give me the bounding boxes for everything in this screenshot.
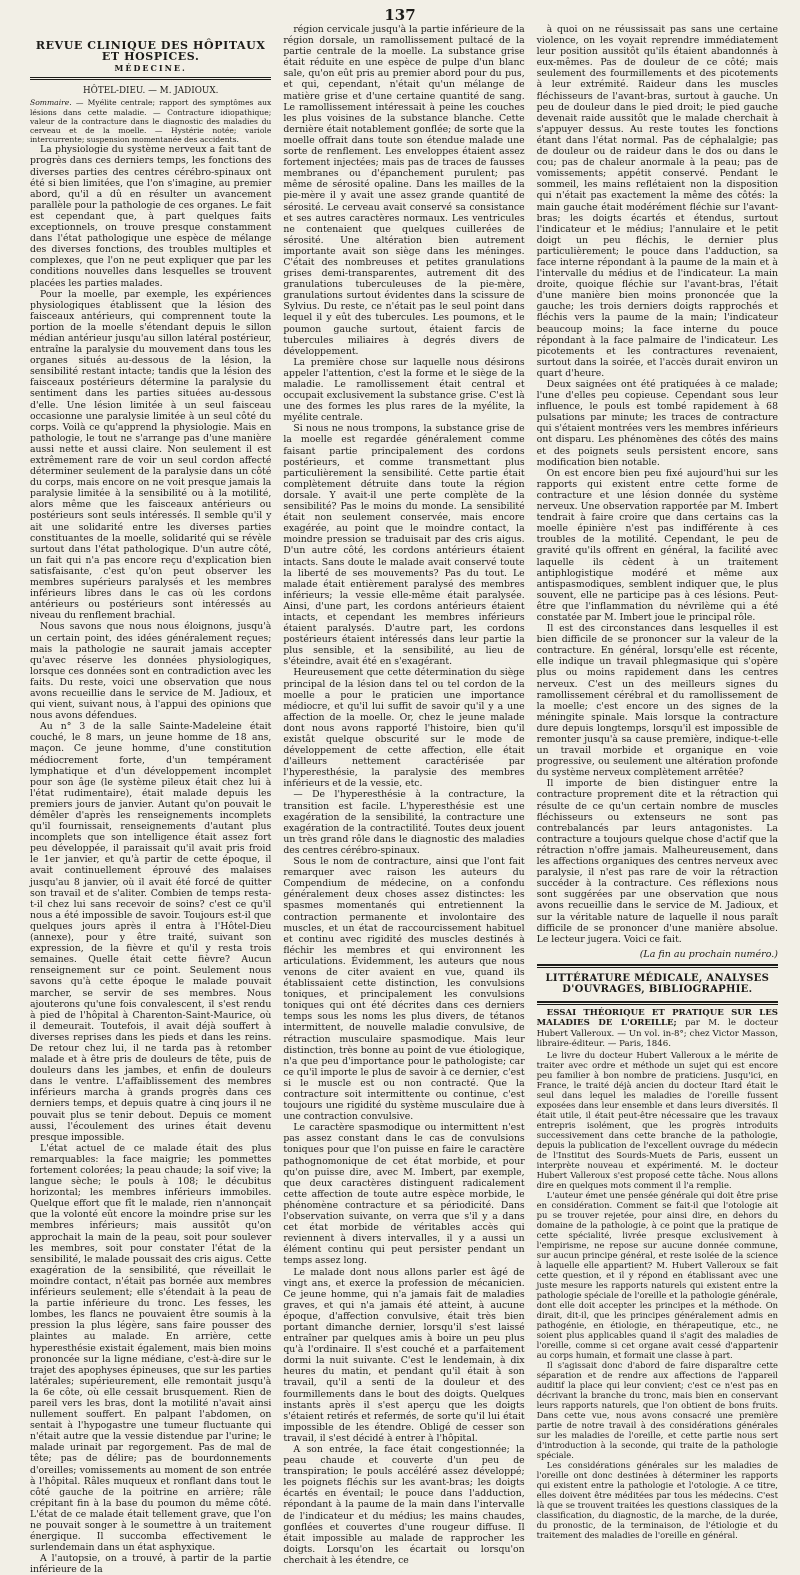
review-details: par M. le docteur Hubert Valleroux. — Un vol. in-8°; chez Victor Masson, libraire-éditeur. — Paris, 1846. [536,1018,778,1050]
paragraph: Deux saignées ont été pratiquées à ce malade; l'une d'elles peu copieuse. Cependant sous leur influence, le pouls est tombé rapidement à 68 pulsations par minute; les traces de contracture qui s'étaient montrées vers les membres inférieurs ont disparu. Les phénomènes des côtés des mains et des poignets seuls persistent encore, sans modification bien notable. [536,379,778,468]
paragraph: Les considérations générales sur les maladies de l'oreille ont donc destinées à déterminer les rapports qui existent entre la pathologie et l'otologie. A ce titre, elles doivent être méditées par tous les médecins. C'est là que se trouvent traitées les questions classiques de la classification, du diagnostic, de la marche, de la durée, du pronostic, de la terminaison, de l'étiologie et du traitement des maladies de l'oreille en général. [536,1459,778,1540]
paragraph: Au n° 3 de la salle Sainte-Madeleine était couché, le 8 mars, un jeune homme de 18 ans, maçon. Ce jeune homme, d'une constitution médiocrement forte, d'un tempérament lymphatique et d'un développement incomplet pour son âge (le système pileux était chez lui à l'état rudimentaire), était malade depuis les premiers jours de janvier. Autant qu'on pouvait le démêler d'après les renseignements incomplets qu'il fournissait, renseignements d'autant plus incomplets que son intelligence était assez fort peu développée, il paraissait qu'il avait pris froid le 1er janvier, et qu'à partir de cette époque, il avait continuellement éprouvé des malaises jusqu'au 8 janvier, où il avait été forcé de quitter son travail et de s'aliter. Combien de temps resta-t-il chez lui sans recevoir de soins? c'est ce qu'il nous a été impossible de savoir. Toujours est-il que quelques jours après il entra à l'Hôtel-Dieu (annexe), pour y être traité, suivant son expression, de la fièvre et qu'il y resta trois semaines. Quelle était cette fièvre? Aucun renseignement sur ce point. Seulement nous savons qu'à cette époque le malade pouvait marcher, se servir de ses membres. Nous ajouterons qu'une fois convalescent, il s'est rendu à pied de l'hôpital à Charenton-Saint-Maurice, où il demeurait. Toutefois, il avait déjà souffert à diverses reprises dans les pieds et dans les reins. De retour chez lui, il ne tarda pas à retomber malade et à être pris de douleurs de tête, puis de douleurs dans les jambes, et enfin de douleurs dans le ventre. L'affaiblissement des membres inférieurs marcha à grands progrès dans ces derniers temps, et depuis quatre à cinq jours il ne pouvait plus se tenir debout. Depuis ce moment aussi, l'écoulement des urines était devenu presque impossible. [30,721,272,1143]
summary [30,98,271,144]
col1-body [30,144,271,1575]
paragraph: Nous savons que nous nous éloignons, jusqu'à un certain point, des idées généralement reçues; mais la pathologie ne saurait jamais accepter qu'avec réserve les données physiologiques, lorsque ces données sont en contradiction avec les faits. Du reste, voici une observation que nous avons recueillie dans le service de M. Jadioux, et qui vient, suivant nous, à l'appui des opinions que nous avons défendues. [30,621,272,722]
paragraph: Il importe de bien distinguer entre la contracture proprement dite et la rétraction qui résulte de ce qu'un certain nombre de muscles fléchisseurs ou extenseurs ne sont pas contrebalancés par leurs antagonistes. La contracture a toujours quelque chose d'actif que la rétraction n'offre jamais. Malheureusement, dans les affections organiques des centres nerveux avec paralysie, il n'est pas rare de voir la rétraction succéder à la contracture. Ces réflexions nous sont suggérées par une observation que nous avons recueillie dans le service de M. Jadioux, et sur la véritable nature de laquelle il nous paraît difficile de se prononcer d'une manière absolue. Le lecteur jugera. Voici ce fait. [536,778,778,945]
paragraph: Heureusement que cette détermination du siège principal de la lésion dans tel ou tel cordon de la moelle a pour le praticien une importance médiocre, et qu'il lui suffit de savoir qu'il y a une affection de la moelle. Or, chez le jeune malade dont nous avons rapporté l'histoire, bien qu'il existât quelque obscurité sur le mode de développement de cette affection, elle était d'ailleurs nettement caractérisée par l'hyperesthésie, la paralysie des membres inférieurs et de la vessie, etc. [283,667,525,790]
paragraph: Si nous ne nous trompons, la substance grise de la moelle est regardée généralement comme faisant partie principalement des cordons postérieurs, et comme transmettant plus particulièrement la sensibilité. Cette partie était complètement détruite dans toute la région dorsale. Y avait-il une perte complète de la sensibilité? Pas le moins du monde. La sensibilité était non seulement conservée, mais encore exagérée, au point que le moindre contact, la moindre pression se traduisait par des cris aigus. D'un autre côté, les cordons antérieurs étaient intacts. Sans doute le malade avait conservé toute la liberté de ses mouvements? Pas du tout. Le malade était entièrement paralysé des membres inférieurs; la vessie elle-même était paralysée. Ainsi, d'une part, les cordons antérieurs étaient intacts, et cependant les membres inférieurs étaient paralysés. D'autre part, les cordons postérieurs étaient intéressés dans leur partie la plus sensible, et la sensibilité, au lieu de s'éteindre, avait été en s'exagérant. [283,423,525,668]
paragraph: Il s'agissait donc d'abord de faire disparaître cette séparation et de rendre aux affections de l'appareil auditif la place qui leur convient; c'est ce n'est pas en décrivant la branche du tronc, mais bien en conservant leurs rapports naturels, que l'on obtient de bons fruits. Dans cette vue, nous avons consacré une première partie de notre travail à des considérations générales sur les maladies de l'oreille, et cette partie nous sert d'introduction à la seconde, qui traite de la pathologie spéciale. [536,1359,778,1460]
paragraph: — De l'hyperesthésie à la contracture, la transition est facile. L'hyperesthésie est une exagération de la sensibilité, la contracture une exagération de la contractilité. Toutes deux jouent un très grand rôle dans le diagnostic des maladies des centres cérébro-spinaux. [283,789,525,856]
review-title: ESSAI THÉORIQUE ET PRATIQUE SUR LES MALADIES DE L'OREILLE; [536,1008,778,1029]
paragraph: A l'autopsie, on a trouvé, à partir de la partie inférieure de la [30,1553,272,1575]
paragraph: L'auteur émet une pensée générale qui doit être prise en considération. Comment se fait-il que l'otologie ait pu se trouver rejetée, pour ainsi dire, en dehors du domaine de la pathologie, à ce point que la pratique de cette spécialité, livrée presque exclusivement à l'empirisme, ne repose sur aucune donnée commune, sur aucun principe général, et reste isolée de la science à laquelle elle appartient? M. Hubert Valleroux se fait cette question, et il y répond en établissant avec une juste mesure les rapports naturels qui existent entre la pathologie spéciale de l'oreille et la pathologie générale, dont elle doit accepter les principes et la méthode. On dirait, dit-il, que les principes généralement admis en pathogénie, en étiologie, en thérapeutique, etc., ne soient plus applicables quand il s'agit des maladies de l'oreille, comme si cet organe avait cessé d'appartenir au corps humain, et formait une classe à part. [536,1189,778,1360]
col3-body [537,24,778,945]
paragraph: A son entrée, la face était congestionnée; la peau chaude et couverte d'un peu de transpiration; le pouls accéléré assez développé; les poignets fléchis sur les avant-bras; les doigts écartés en éventail; le pouce dans l'adduction, répondant à la paume de la main dans l'intervalle de l'indicateur et du médius; les mains chaudes, gonflées et couvertes d'une rougeur diffuse. Il était impossible au malade de rapprocher les doigts. Lorsqu'on les écartait ou lorsqu'on cherchait à les étendre, ce [283,1444,525,1566]
col2-body [283,24,524,1566]
column-3 [537,24,778,1575]
section2-rule [537,964,778,968]
summary-label: Sommaire. [30,98,72,108]
article-columns [30,24,778,1575]
paragraph: Le livre du docteur Hubert Valleroux a le mérite de traiter avec ordre et méthode un sujet qui est encore peu familier à bon nombre de praticiens. Jusqu'ici, en France, le traité déjà ancien du docteur Itard était le seul dans lequel les maladies de l'oreille fussent exposées dans leur ensemble et dans leurs diversités. Il était utile, il était peut-être nécessaire que les travaux entrepris isolément, que les progrès introduits successivement dans cette branche de la pathologie, depuis la publication de l'excellent ouvrage du médecin de l'Institut des Sourds-Muets de Paris, eussent un interprète nouveau et expérimenté. M. le docteur Hubert Valleroux s'est proposé cette tâche. Nous allons dire en quelques mots comment il l'a remplie. [536,1049,778,1190]
paragraph: L'état actuel de ce malade était des plus remarquables: la face maigrie; les pommettes fortement colorées; la peau chaude; la soif vive; la langue sèche; le pouls à 108; le décubitus horizontal; les membres inférieurs immobiles. Quelque effort que fît le malade, rien n'annonçait que la volonté eût encore la moindre prise sur les membres inférieurs; mais aussitôt qu'on approchait la main de la peau, soit pour soulever les membres, soit pour constater l'état de la sensibilité, le malade poussait des cris aigus. Cette exagération de la sensibilité, que réveillait le moindre contact, n'était pas bornée aux membres inférieurs seulement; elle s'étendait à la peau de la partie inférieure du tronc. Les fesses, les lombes, les flancs ne pouvaient être soumis à la pression la plus légère, sans faire pousser des plaintes au malade. En arrière, cette hyperesthésie existait également, mais bien moins prononcée sur la ligne médiane, c'est-à-dire sur le trajet des apophyses épineuses, que sur les parties latérales; supérieurement, elle remontait jusqu'à la 6e côte, où elle cessait brusquement. Rien de pareil vers les bras, dont la motilité n'avait ainsi nullement souffert. En palpant l'abdomen, on sentait à l'hypogastre une tumeur fluctuante qui n'était autre que la vessie distendue par l'urine; le malade urinait par regorgement. Pas de mal de tête; pas de délire; pas de bourdonnements d'oreilles; vomissements au moment de son entrée à l'hôpital. Râles muqueux et ronflant dans tout le côté gauche de la poitrine en arrière; râle crépitant fin à la base du poumon du même côté. L'état de ce malade était tellement grave, que l'on ne pouvait songer à le soumettre à un traitement énergique. Il succomba effectivement le surlendemain dans un état asphyxique. [30,1142,272,1554]
section2-title: LITTÉRATURE MÉDICALE, ANALYSES D'OUVRAGES, BIBLIOGRAPHIE. [545,972,770,995]
summary-text: — Myélite centrale; rapport des symptômes aux lésions dans cette maladie. — Contracture idiopathique; valeur de la contracture dans le diagnostic des maladies du cerveau et de la moelle. — Hystérie notée; variole intercurrente; suspension momentanée des accidents. [30,98,272,145]
hospital-heading: HÔTEL-DIEU. — M. JADIOUX. [82,86,219,97]
paragraph: La physiologie du système nerveux a fait tant de progrès dans ces derniers temps, les fonctions des diverses parties des centres cérébro-spinaux ont été si bien limitées, que l'on s'imagine, au premier abord, qu'il a dû en résulter un avancement parallèle pour la pathologie de ces organes. Le fait est cependant que, à part quelques faits exceptionnels, on trouve presque constamment dans l'état pathologique une espèce de mélange des diverses fonctions, des troubles multiples et complexes, que l'on ne peut expliquer que par les conditions nouvelles dans lesquelles se trouvent placées les parties malades. [30,144,272,289]
paragraph: Il est des circonstances dans lesquelles il est bien difficile de se prononcer sur la valeur de la contracture. En général, lorsqu'elle est récente, elle indique un travail phlegmasique qui s'opère plus ou moins rapidement dans les centres nerveux. C'est un des meilleurs signes du ramollissement cérébral et du ramollissement de la moelle; c'est encore un des signes de la méningite spinale. Mais lorsque la contracture dure depuis longtemps, lorsqu'il est impossible de remonter jusqu'à sa cause première, indique-t-elle un travail morbide et organique en voie progressive, ou seulement une altération profonde du système nerveux complètement arrêtée? [536,623,778,779]
paragraph: Le caractère spasmodique ou intermittent n'est pas assez constant dans le cas de convulsions toniques pour que l'on puisse en faire le caractère pathognomonique de cet état morbide, et pour qu'on puisse dire, avec M. Imbert, par exemple, que deux caractères distinguent radicalement cette affection de toute autre espèce morbide, le phénomène contracture et sa périodicité. Dans l'observation suivante, on verra que s'il y a dans cet état morbide de véritables accès qui reviennent à divers intervalles, il y a aussi un élément continu qui peut persister pendant un temps assez long. [283,1122,525,1267]
column-1 [30,24,271,1575]
column-2 [283,24,524,1575]
page-number: 137 [384,6,416,24]
section-subtitle: MÉDECINE. [114,63,187,74]
review-body [537,1050,778,1540]
paragraph: à quoi on ne réussissait pas sans une certaine violence, on les voyait reprendre immédiatement leur position aussitôt qu'ils étaient abandonnés à eux-mêmes. Pas de douleur de ce côté; mais seulement des fourmillements et des picotements à leur extrémité. Raideur dans les muscles fléchisseurs de l'avant-bras, surtout à gauche. Un peu de douleur dans le pied droit; le pied gauche devenait raide aussitôt que le malade cherchait à s'appuyer dessus. Au reste toutes les fonctions étant dans l'état normal. Pas de céphalalgie; pas de douleur ou de raideur dans le dos ou dans le cou; pas de chaleur anormale à la peau; pas de vomissements; appétit conservé. Pendant le sommeil, les mains reflétaient non la disposition qui n'était pas exactement la même des côtés: la main gauche était modérément fléchie sur l'avant-bras; les doigts écartés et étendus, surtout l'indicateur et le médius; l'annulaire et le petit doigt un peu fléchis, le dernier plus particulièrement; le pouce dans l'adduction, sa face interne répondant à la paume de la main et à l'intervalle du médius et de l'indicateur. La main droite, quoique fléchie sur l'avant-bras, l'était d'une manière bien moins prononcée que la gauche; les trois derniers doigts rapprochés et fléchis vers la paume de la main; l'indicateur beaucoup moins; la face interne du pouce répondant à la face palmaire de l'indicateur. Les picotements et les contractures revenaient, surtout dans la soirée, et l'accès durait environ un quart d'heure. [536,24,778,379]
paragraph: Pour la moelle, par exemple, les expériences physiologiques établissent que la lésion des faisceaux antérieurs, qui comprennent toute la portion de la moelle s'étendant depuis le sillon médian antérieur jusqu'au sillon latéral postérieur, entraîne la paralysie du mouvement dans tous les organes situés au-dessous de la lésion, la sensibilité restant intacte; tandis que la lésion des faisceaux postérieurs détermine la paralysie du sentiment dans les parties situées au-dessous d'elle. Une lésion limitée à un seul faisceau occasionne une paralysie limitée à un seul côté du corps. Voilà ce qu'apprend la physiologie. Mais en pathologie, le tout ne s'arrange pas d'une manière aussi nette et aussi claire. Non seulement il est extrêmement rare de voir un seul cordon affecté déterminer seulement de la paralysie dans un côté du corps, mais encore on ne voit presque jamais la paralysie limitée à la sensibilité ou à la motilité, alors même que les faisceaux antérieurs ou postérieurs sont seuls intéressés. Il semble qu'il y ait une solidarité entre les diverses parties constituantes de la moelle, solidarité qui se révèle surtout dans l'état pathologique. D'un autre côté, un fait qui n'a pas encore reçu d'explication bien satisfaisante, c'est qu'on peut observer les membres supérieurs paralysés et les membres inférieurs libres dans le cas où les cordons antérieurs ou postérieurs sont intéressés au niveau du renflement brachial. [30,288,272,622]
paragraph: La première chose sur laquelle nous désirons appeler l'attention, c'est la forme et le siège de la maladie. Le ramollissement était central et occupait exclusivement la substance grise. C'est là une des formes les plus rares de la myélite, la myélite centrale. [283,356,525,424]
paragraph: On est encore bien peu fixé aujourd'hui sur les rapports qui existent entre cette forme de contracture et une lésion donnée du système nerveux. Une observation rapportée par M. Imbert tendrait à faire croire que dans certains cas la moelle épinière n'est pas indifférente à ces troubles de la motilité. Cependant, le peu de gravité qu'ils offrent en général, la facilité avec laquelle ils cèdent à un traitement antiphlogistique modéré et même aux antispasmodiques, semblent indiquer que, le plus souvent, elle ne participe pas à ces lésions. Peut-être que l'inflammation du névrilème qui a été constatée par M. Imbert joue le principal rôle. [536,467,778,623]
review-heading [537,1008,778,1050]
paragraph: Sous le nom de contracture, ainsi que l'ont fait remarquer avec raison les auteurs du Compendium de médecine, on a confondu généralement deux choses assez distinctes: les spasmes momentanés qui entretiennent la contraction permanente et involontaire des muscles, et un état de raccourcissement habituel et continu avec rigidité des muscles destinés à fléchir les membres et qui environnent les articulations. Évidemment, les auteurs que nous venons de citer avaient en vue, quand ils établissaient cette distinction, les convulsions toniques, et principalement les convulsions toniques qui ont été décrites dans ces derniers temps sous les noms les plus divers, de tétanos intermittent, de nouvelle maladie convulsive, de rétraction musculaire spasmodique. Mais leur distinction, très bonne au point de vue étiologique, n'a que peu d'importance pour le pathologiste; car ce qu'il importe le plus de savoir à ce dernier, c'est si le muscle est ou non contracté. Que la contracture soit intermittente ou continue, c'est toujours une rigidité du système musculaire due à une contraction convulsive. [283,856,525,1123]
section-title: REVUE CLINIQUE DES HÔPITAUX ET HOSPICES. [35,39,266,64]
paragraph: Le malade dont nous allons parler est âgé de vingt ans, et exerce la profession de mécanicien. Ce jeune homme, qui n'a jamais fait de maladies graves, et qui n'a jamais été atteint, à aucune époque, d'affection convulsive, était très bien portant dimanche dernier, lorsqu'il s'est laissé entraîner par quelques amis à boire un peu plus qu'à l'ordinaire. Il s'est couché et a parfaitement dormi la nuit suivante. C'est le lendemain, à dix heures du matin, et pendant qu'il était à son travail, qu'il a senti de la douleur et des fourmillements dans le bout des doigts. Quelques instants après il s'est aperçu que les doigts s'étaient retirés et refermés, de sorte qu'il lui était impossible de les étendre. Obligé de cesser son travail, il s'est décidé à entrer à l'hôpital. [283,1266,525,1444]
title-rule [30,77,271,80]
continuation-note: (La fin au prochain numéro.) [639,948,778,960]
section2-rule-bottom [537,1001,778,1005]
paragraph: région cervicale jusqu'à la partie inférieure de la région dorsale, un ramollissement pultacé de la partie centrale de la moelle. La substance grise était réduite en une espèce de pulpe d'un blanc sale, qu'on eût pris au premier abord pour du pus, et qui, cependant, n'était qu'un mélange de matière grise et d'une certaine quantité de sang. Le ramollissement intéressait à peine les couches les plus voisines de la substance blanche. Cette dernière était notablement gonflée; de sorte que la moelle offrait dans toute son étendue malade une sorte de renflement. Les enveloppes étaient assez fortement injectées; mais pas de traces de fausses membranes ou d'épanchement purulent; pas même de sérosité opaline. Dans les mailles de la pie-mère il y avait une assez grande quantité de sérosité. Le cerveau avait conservé sa consistance et ses autres caractères normaux. Les ventricules ne contenaient que quelques cuillerées de sérosité. Une altération bien autrement importante avait son siège dans les méninges. C'était des nombreuses et petites granulations grises demi-transparentes, autrement dit des granulations tuberculeuses de la pie-mère, granulations surtout évidentes dans la scissure de Sylvius. Du reste, ce n'était pas le seul point dans lequel il y eût des tubercules. Les poumons, et le poumon gauche surtout, étaient farcis de tubercules miliaires à degrés divers de développement. [283,24,525,357]
